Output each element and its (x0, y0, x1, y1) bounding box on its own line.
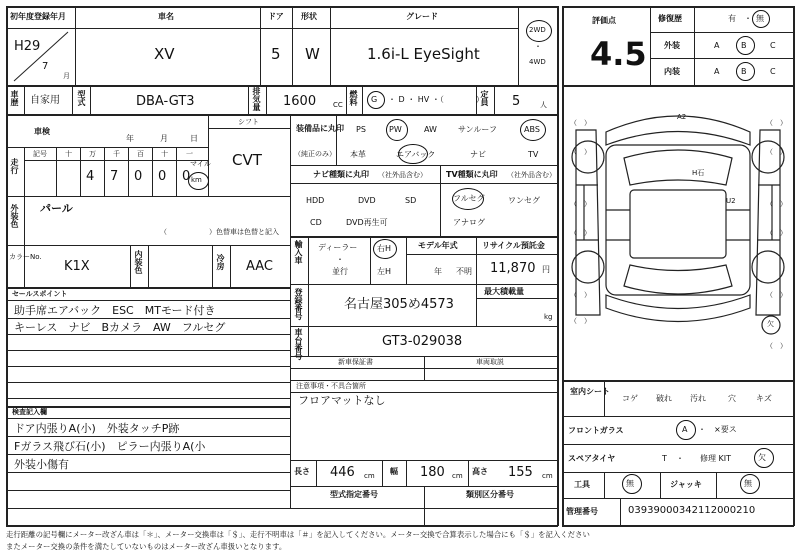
capacity-value: 5 (512, 94, 521, 109)
inspector-note-line: ドア内張りA(小) 外装タッチP跡 (14, 422, 180, 435)
tv-oneseg: ワンセグ (508, 196, 540, 205)
use-value: 自家用 (30, 95, 60, 106)
mileage-digit: 0 (158, 169, 167, 184)
equipment-label: 装備品に丸印 (296, 124, 344, 133)
width-value: 180 (420, 465, 445, 480)
seat-item: キズ (756, 394, 772, 403)
repaint-note: （ ）色替車は色替と記入 (160, 228, 279, 236)
paren-mark: （ ） (766, 342, 787, 350)
tv-fullseg: フルセグ (453, 194, 485, 203)
type-label: 型式 (77, 90, 86, 106)
width-unit: cm (452, 472, 463, 480)
interior-color-label: 内装色 (134, 250, 143, 274)
capacity-label: 定員 (480, 90, 489, 106)
displacement-value: 1600 (283, 94, 317, 109)
equip-abs: ABS (524, 125, 540, 134)
mile-label: マイル (190, 160, 211, 168)
exterior-b: B (741, 41, 747, 50)
model-year-unit: 年 (434, 267, 442, 276)
inspection-day-unit: 日 (190, 134, 198, 143)
navi-type-sub: （社外品含む） (378, 171, 427, 179)
damage-a2: A2 (677, 113, 687, 121)
sales-point-line: 助手席エアバック ESC MTモード付き (14, 304, 216, 317)
model-year-unknown: 不明 (456, 267, 472, 276)
color-no-value: K1X (64, 259, 90, 274)
width-label: 幅 (390, 467, 398, 476)
model-year-label: モデル年式 (418, 241, 458, 250)
repair-no: 無 (756, 14, 764, 23)
paren-mark: （ ） (570, 119, 591, 127)
chassis-label: 車台番号 (294, 328, 303, 360)
recycle-value: 11,870 (490, 261, 536, 276)
exterior-color-label: 外装色 (10, 204, 19, 228)
navi-type-label: ナビ種類に丸印 (313, 170, 369, 179)
management-no-value: 03939000342112000210 (628, 505, 756, 516)
use-label: 車歴 (10, 90, 19, 106)
grade-value: 1.6i-L EyeSight (367, 45, 480, 63)
equip-sunroof: サンルーフ (458, 125, 497, 134)
interior-a: A (714, 67, 720, 76)
type-designation-label: 型式指定番号 (330, 490, 378, 499)
cc-unit: CC (333, 101, 343, 109)
recycle-unit: 円 (542, 265, 550, 274)
paren-mark: （ ） (570, 317, 591, 325)
windshield-label: フロントガラス (568, 426, 624, 435)
repair-history-label: 修復歴 (658, 14, 682, 23)
mileage-digit: 7 (110, 169, 119, 184)
seat-item: コゲ (622, 394, 638, 403)
paren-mark: （ ） (570, 200, 591, 208)
repair-dot: ・ (744, 14, 752, 23)
wheel-front-right (752, 141, 784, 173)
shift-value: CVT (232, 151, 262, 169)
paren-mark: （ ） (766, 148, 787, 156)
month-unit: 月 (63, 72, 70, 80)
interior-seat-label: 室内シート (570, 387, 610, 396)
shift-label: シフト (238, 118, 259, 126)
model-code: DBA-GT3 (136, 94, 195, 109)
left-side-outline (576, 130, 600, 315)
fuel-label: 燃料 (349, 90, 358, 106)
inspector-notes-label: 検査記入欄 (12, 408, 47, 416)
equip-leather: 本革 (350, 150, 366, 159)
inspection-year-unit: 年 (126, 134, 134, 143)
repair-yes: 有 (728, 14, 736, 23)
car-name: XV (154, 45, 175, 63)
exterior-c: C (770, 41, 776, 50)
interior-label: 内装 (664, 67, 680, 76)
import-parallel: 並行 (332, 267, 348, 276)
damage-h-stone: H石 (692, 169, 705, 177)
windshield-options: ・ ×要ス (698, 425, 737, 434)
spare-repair-kit: 修理 KIT (700, 454, 732, 463)
equip-aw: AW (424, 125, 437, 134)
displacement-label: 排気量 (252, 87, 261, 111)
rear-bumper-outline (606, 295, 750, 322)
mileage-digit: 0 (182, 169, 191, 184)
mileage-label: 走行 (10, 158, 19, 174)
sales-point-line: キーレス ナビ Bカメラ AW フルセグ (14, 321, 226, 334)
first-registration-month: 7 (42, 61, 49, 72)
unit-ju-man: 十 (65, 150, 72, 158)
door-label: ドア (268, 12, 284, 21)
chassis-value: GT3-029038 (382, 334, 463, 349)
doors-value: 5 (271, 45, 281, 63)
paren-mark: （ ） (766, 229, 787, 237)
spare-dot: ・ (676, 454, 684, 463)
sales-points-label: セールスポイント (12, 290, 68, 298)
navi-hdd: HDD (306, 196, 325, 205)
max-load-unit: kg (544, 313, 553, 321)
navi-sd: SD (405, 196, 417, 205)
import-dot: ・ (336, 255, 344, 264)
car-damage-diagram (566, 90, 792, 376)
length-label: 長さ (294, 467, 310, 476)
paren-mark: （ ） (570, 148, 591, 156)
seat-item: 汚れ (690, 394, 706, 403)
import-dealer: ディーラー (318, 243, 358, 252)
grade-label: グレード (406, 12, 438, 21)
length-value: 446 (330, 465, 355, 480)
height-label: 高さ (472, 467, 488, 476)
equip-tv: TV (528, 150, 539, 159)
paren-mark: （ ） (766, 119, 787, 127)
fuel-g: G (371, 95, 378, 104)
jack-label: ジャッキ (670, 480, 702, 489)
capacity-unit: 人 (540, 101, 547, 109)
exterior-color-value: パール (40, 202, 73, 215)
management-no-label: 管理番号 (566, 507, 598, 516)
unit-ichi: 一 (186, 150, 193, 158)
mileage-digit: 4 (86, 169, 95, 184)
exterior-label: 外装 (664, 41, 680, 50)
rear-glass-outline (624, 265, 732, 294)
mileage-symbol-label: 記号 (33, 150, 47, 158)
fuel-options: ・ D ・ HV ・（ ） (388, 95, 484, 104)
unit-sen: 千 (113, 150, 120, 158)
damage-missing: 欠 (767, 320, 774, 328)
equip-pw: PW (389, 125, 402, 134)
interior-c: C (770, 67, 776, 76)
ac-value: AAC (246, 259, 273, 274)
category-label: 類別区分番号 (466, 490, 514, 499)
navi-dvd: DVD (358, 196, 376, 205)
mileage-digit: 0 (134, 169, 143, 184)
drive-4wd: 4WD (529, 58, 546, 66)
windshield-a: A (682, 425, 688, 434)
paren-mark: （ ） (766, 291, 787, 299)
first-registration-year: H29 (14, 39, 41, 54)
equipment-sub-label: （純正のみ） (294, 150, 336, 158)
unit-man: 万 (89, 150, 96, 158)
seat-item: 穴 (728, 394, 736, 403)
spare-none: 欠 (758, 453, 766, 462)
inspection-month-unit: 月 (160, 134, 168, 143)
recycle-label: リサイクル預託金 (482, 241, 545, 250)
drive-2wd: 2WD (529, 26, 546, 34)
shape-label: 形状 (301, 12, 317, 21)
notes-label: 注意事項・不具合箇所 (296, 382, 366, 390)
vehicle-manual: 車両取説 (476, 358, 504, 366)
unit-hyaku: 百 (137, 150, 144, 158)
jack-value: 無 (744, 479, 752, 488)
drive-dot: ・ (534, 42, 542, 51)
score-label: 評価点 (592, 16, 616, 25)
seat-item: 破れ (656, 394, 672, 403)
tools-value: 無 (626, 479, 634, 488)
first-registration-label: 初年度登録年月 (10, 12, 66, 21)
spare-tire-label: スペアタイヤ (568, 454, 616, 463)
length-unit: cm (364, 472, 375, 480)
inspector-note-line: Fガラス飛び石(小) ピラー内張りA(小 (14, 440, 206, 453)
equip-airbag: エアバック (396, 150, 436, 159)
car-name-label: 車名 (158, 12, 174, 21)
notes-value: フロアマットなし (298, 394, 386, 407)
right-h: 右H (377, 244, 392, 253)
navi-dvd-playback: DVD再生可 (346, 218, 388, 227)
interior-b: B (741, 67, 747, 76)
navi-cd: CD (310, 218, 322, 227)
import-label: 輸入車 (294, 240, 303, 264)
roof-outline (630, 190, 726, 258)
registration-value: 名古屋305め4573 (344, 297, 454, 312)
tools-label: 工具 (574, 480, 590, 489)
paren-mark: （ ） (570, 229, 591, 237)
exterior-a: A (714, 41, 720, 50)
tv-type-sub: （社外品含む） (507, 171, 556, 179)
km-label: km (191, 176, 202, 184)
inspector-note-line: 外装小傷有 (14, 458, 69, 471)
paren-mark: （ ） (766, 200, 787, 208)
damage-u2: U2 (726, 197, 736, 205)
right-side-outline (756, 130, 780, 315)
new-car-warranty: 新車保証書 (338, 358, 373, 366)
unit-ju: 十 (161, 150, 168, 158)
wheel-front-left (572, 141, 604, 173)
tv-analog: アナログ (453, 218, 485, 227)
left-h: 左H (377, 267, 392, 276)
spare-t: T (662, 454, 667, 463)
inspection-label: 車検 (34, 127, 50, 136)
height-unit: cm (542, 472, 553, 480)
height-value: 155 (508, 465, 533, 480)
equip-navi: ナビ (470, 150, 486, 159)
ac-label: 冷房 (216, 254, 225, 270)
score-value: 4.5 (590, 35, 647, 73)
paren-mark: （ ） (570, 291, 591, 299)
footer-line-1: 走行距離の記号欄にメーター改ざん車は「＊」、メーター交換車は「＄」、走行不明車は「＃」を記入してください。メーター交換で合算表示した場合にも「＄」を記入ください (6, 530, 590, 539)
footer-line-2: またメーター交換の条件を満たしていないものはメーター改ざん車扱いとなります。 (6, 542, 287, 551)
shape-value: W (305, 45, 320, 63)
color-no-label: カラーNo. (9, 253, 42, 261)
registration-label: 登録番号 (294, 288, 303, 320)
equip-ps: PS (356, 125, 366, 134)
windshield-outline (624, 150, 732, 185)
max-load-label: 最大積載量 (484, 287, 524, 296)
tv-type-label: TV種類に丸印 (446, 170, 498, 179)
